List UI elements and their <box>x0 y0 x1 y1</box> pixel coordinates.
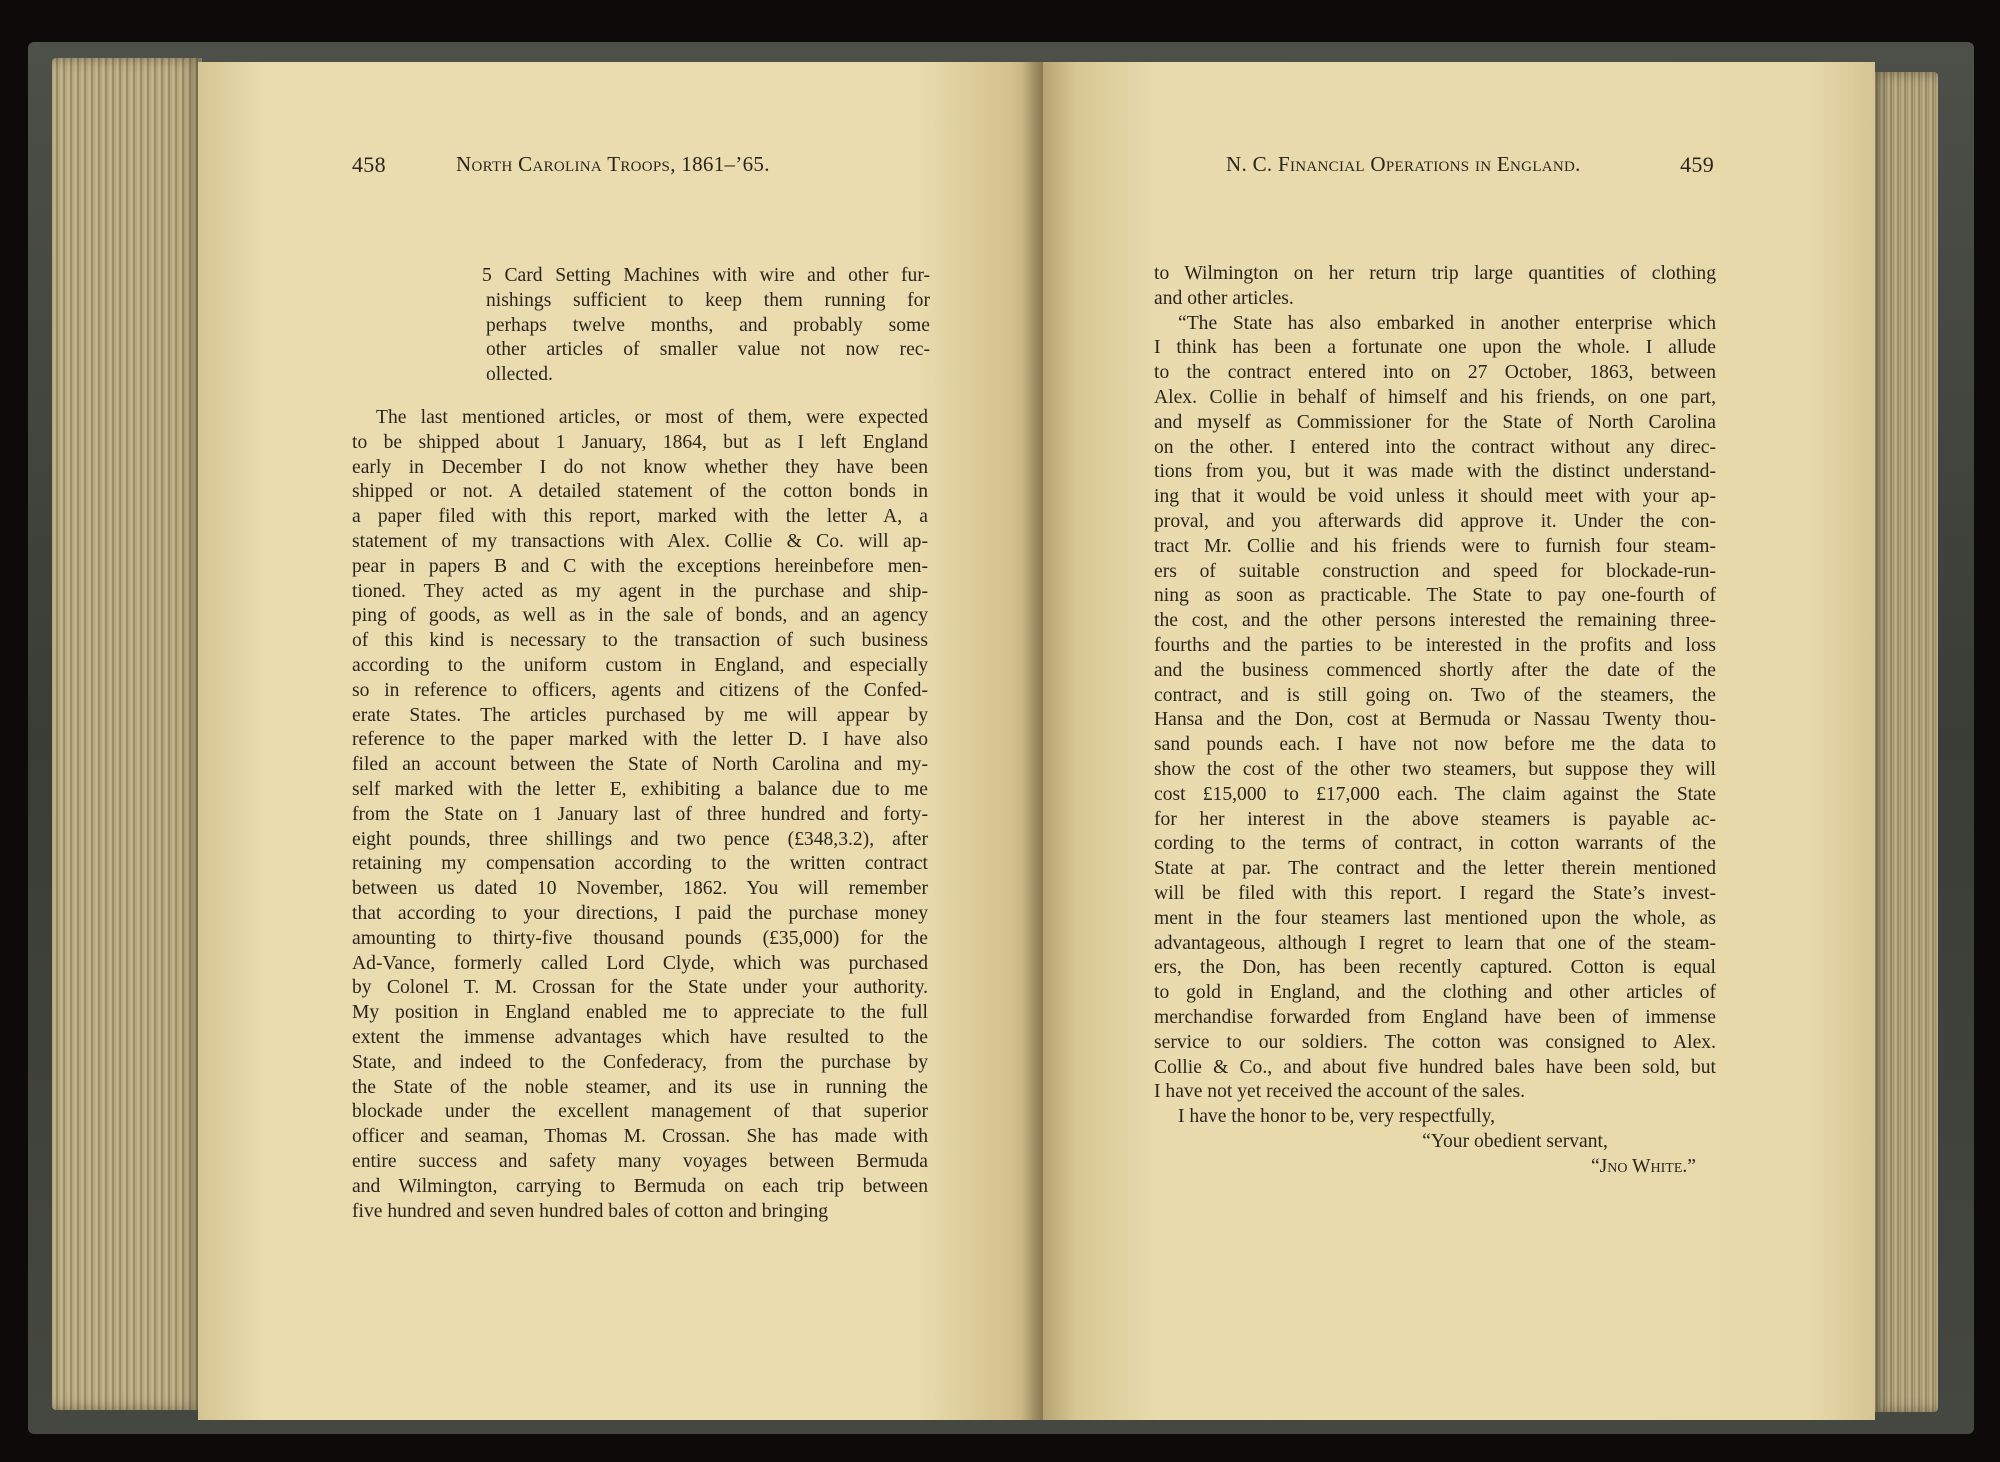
text-line: sand pounds each. I have not now before me the data to <box>1154 734 1716 756</box>
text-line: ing that it would be void unless it should meet with your ap- <box>1154 486 1716 508</box>
text-line: amounting to thirty-five thousand pounds (£35,000) for the <box>352 927 928 949</box>
text-line: Hansa and the Don, cost at Bermuda or Nassau Twenty thou- <box>1154 709 1716 731</box>
text-line: five hundred and seven hundred bales of cotton and bringing <box>352 1200 829 1222</box>
text-line: I have the honor to be, very respectfully, <box>1178 1106 1496 1128</box>
text-line: to Wilmington on her return trip large quantities of clothing <box>1154 263 1716 284</box>
text-line: service to our soldiers. The cotton was consigned to Alex. <box>1154 1031 1716 1053</box>
text-line: show the cost of the other two steamers, but suppose they will <box>1154 758 1716 780</box>
right-page-edges <box>1872 72 1938 1412</box>
text-line: 5 Card Setting Machines with wire and other fur- <box>482 265 930 286</box>
text-line: I think has been a fortunate one upon the whole. I allude <box>1154 337 1716 359</box>
text-line: ment in the four steamers last mentioned upon the whole, as <box>1154 907 1716 929</box>
text-line: officer and seaman, Thomas M. Crossan. She has made with <box>352 1126 928 1148</box>
text-line: ollected. <box>486 364 553 386</box>
text-line: I have not yet received the account of the sales. <box>1154 1081 1526 1103</box>
text-line: fourths and the parties to be interested in the profits and loss <box>1154 634 1716 656</box>
text-line: from the State on 1 January last of three hundred and forty- <box>352 803 928 825</box>
text-line: State at par. The contract and the letter therein mentioned <box>1154 858 1716 880</box>
left-page-edges <box>52 58 202 1410</box>
text-line: for her interest in the above steamers is payable ac- <box>1154 808 1716 830</box>
text-line: advantageous, although I regret to learn that one of the steam- <box>1154 932 1716 954</box>
text-line: will be filed with this report. I regard the State’s invest- <box>1154 882 1716 904</box>
text-line: other articles of smaller value not now rec- <box>486 339 930 361</box>
text-line: and Wilmington, carrying to Bermuda on each trip between <box>352 1175 928 1197</box>
text-line: cost £15,000 to £17,000 each. The claim against the State <box>1154 783 1716 805</box>
text-line: My position in England enabled me to appreciate to the full <box>352 1002 928 1024</box>
text-line: perhaps twelve months, and probably some <box>486 314 930 336</box>
text-line: contract, and is still going on. Two of the steamers, the <box>1154 684 1716 706</box>
text-line: Alex. Collie in behalf of himself and his friends, on one part, <box>1154 386 1716 408</box>
text-line: on the other. I entered into the contract without any direc- <box>1154 436 1716 458</box>
text-line: statement of my transactions with Alex. Collie & Co. will ap- <box>352 530 928 552</box>
text-line: between us dated 10 November, 1862. You will remember <box>352 878 928 900</box>
text-line: shipped or not. A detailed statement of the cotton bonds in <box>352 481 928 503</box>
left-list-item <box>482 264 930 388</box>
text-line: and myself as Commissioner for the State of North Carolina <box>1154 411 1716 433</box>
text-line: “Your obedient servant, <box>1422 1130 1608 1152</box>
text-line: and the business commenced shortly after the date of the <box>1154 659 1716 681</box>
text-line: The last mentioned articles, or most of them, were expected <box>376 407 928 428</box>
text-line: filed an account between the State of North Carolina and my- <box>352 754 928 776</box>
text-line: so in reference to officers, agents and citizens of the Confed- <box>352 679 928 701</box>
text-line: ers of suitable construction and speed for blockade-run- <box>1154 560 1716 582</box>
text-line: to gold in England, and the clothing and other articles of <box>1154 982 1716 1004</box>
text-line: erate States. The articles purchased by me will appear by <box>352 704 928 726</box>
text-line: the cost, and the other persons interested the remaining three- <box>1154 610 1716 632</box>
text-line: Collie & Co., and about five hundred bales have been sold, but <box>1154 1056 1716 1078</box>
text-line: ers, the Don, has been recently captured. Cotton is equal <box>1154 957 1716 979</box>
text-line: eight pounds, three shillings and two pence (£348,3.2), after <box>352 828 928 850</box>
text-line: tions from you, but it was made with the distinct understand- <box>1154 461 1716 483</box>
text-line: reference to the paper marked with the letter D. I have also <box>352 729 928 751</box>
left-paragraph <box>352 406 928 1224</box>
right-page-number: 459 <box>1680 152 1714 177</box>
text-line: merchandise forwarded from England have been of immense <box>1154 1006 1716 1028</box>
text-line: of this kind is necessary to the transaction of such business <box>352 630 928 652</box>
text-line: to the contract entered into on 27 October, 1863, between <box>1154 362 1716 384</box>
text-line: the State of the noble steamer, and its use in running the <box>352 1076 928 1098</box>
text-line: tract Mr. Collie and his friends were to furnish four steam- <box>1154 535 1716 557</box>
text-line: to be shipped about 1 January, 1864, but as I left England <box>352 431 928 453</box>
left-page-title: North Carolina Troops, 1861–’65. <box>456 152 770 176</box>
text-line: blockade under the excellent management of that superior <box>352 1101 928 1123</box>
text-line: early in December I do not know whether they have been <box>352 456 928 478</box>
text-line: retaining my compensation according to the written contract <box>352 853 928 875</box>
text-line: extent the immense advantages which have resulted to the <box>352 1026 928 1048</box>
text-line: self marked with the letter E, exhibiting a balance due to me <box>352 778 928 800</box>
text-line: “The State has also embarked in another enterprise which <box>1178 312 1716 334</box>
right-page-title: N. C. Financial Operations in England. <box>1226 152 1581 176</box>
text-line: entire success and safety many voyages between Bermuda <box>352 1150 928 1172</box>
text-line: nishings sufficient to keep them running for <box>486 289 930 311</box>
right-paragraph <box>1154 262 1716 1179</box>
text-line: pear in papers B and C with the exceptions hereinbefore men- <box>352 555 928 577</box>
text-line: State, and indeed to the Confederacy, from the purchase by <box>352 1051 928 1073</box>
text-line: tioned. They acted as my agent in the purchase and ship- <box>352 580 928 602</box>
text-line: ping of goods, as well as in the sale of bonds, and an agency <box>352 605 928 627</box>
left-page-number: 458 <box>352 152 386 177</box>
text-line: cording to the terms of contract, in cotton warrants of the <box>1154 833 1716 855</box>
text-line: that according to your directions, I paid the purchase money <box>352 902 928 924</box>
text-line: by Colonel T. M. Crossan for the State under your authority. <box>352 977 928 999</box>
text-line: a paper filed with this report, marked with the letter A, a <box>352 506 928 528</box>
text-line: Ad-Vance, formerly called Lord Clyde, which was purchased <box>352 952 928 974</box>
text-line: “Jno White.” <box>1590 1155 1696 1177</box>
text-line: proval, and you afterwards did approve it. Under the con- <box>1154 510 1716 532</box>
text-line: ning as soon as practicable. The State to pay one-fourth of <box>1154 585 1716 607</box>
text-line: and other articles. <box>1154 287 1294 309</box>
text-line: according to the uniform custom in England, and especially <box>352 654 928 676</box>
